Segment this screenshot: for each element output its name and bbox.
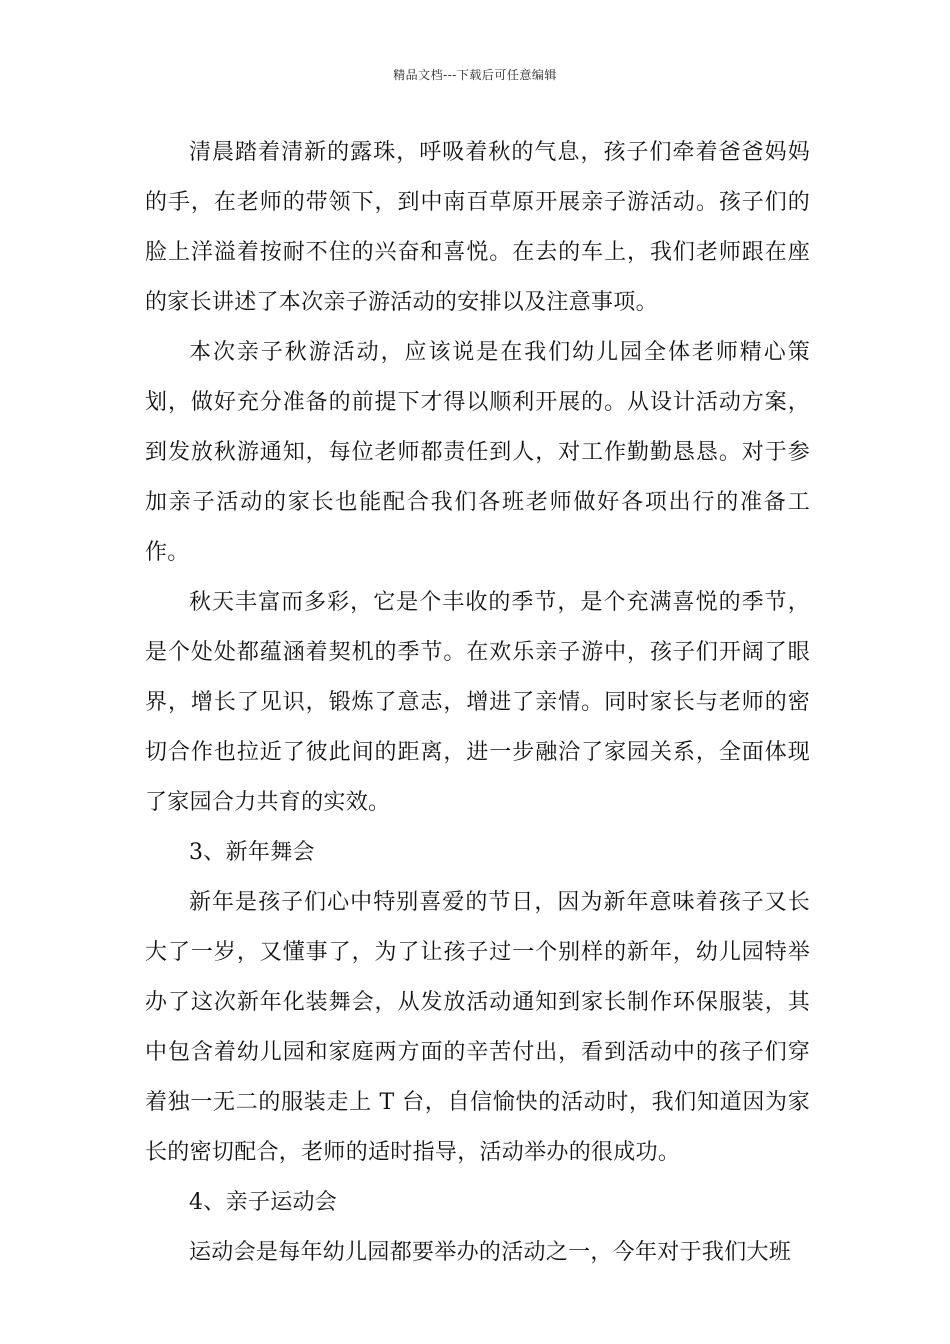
section-heading-sports-meet: 4、亲子运动会 (189, 1190, 338, 1215)
paragraph-new-year-dance: 新年是孩子们心中特别喜爱的节日，因为新年意味着孩子又长大了一岁，又懂事了，为了让孩子过一个别样的新年，幼儿园特举办了这次新年化装舞会，从发放活动通知到家长制作环保服装，其中包含着幼儿园和家庭两方面的辛苦付出，看到活动中的孩子们穿着独一无二的服装走上 T 台，自信愉快的活动时，我们知道因为家长的密切配合，老师的适时指导，活动举办的很成功。 (145, 890, 810, 1165)
paragraph-outing-preparation: 本次亲子秋游活动，应该说是在我们幼儿园全体老师精心策划，做好充分准备的前提下才得以顺利开展的。从设计活动方案，到发放秋游通知，每位老师都责任到人，对工作勤勤恳恳。对于参加亲子活动的家长也能配合我们各班老师做好各项出行的准备工作。 (145, 340, 810, 565)
page-header: 精品文档---下载后可任意编辑 (393, 68, 557, 82)
paragraph-autumn-season: 秋天丰富而多彩，它是个丰收的季节，是个充满喜悦的季节，是个处处都蕴涵着契机的季节。在欢乐亲子游中，孩子们开阔了眼界，增长了见识，锻炼了意志，增进了亲情。同时家长与老师的密切合作也拉近了彼此间的距离，进一步融洽了家园关系，全面体现了家园合力共育的实效。 (145, 590, 810, 815)
paragraph-autumn-outing: 清晨踏着清新的露珠，呼吸着秋的气息，孩子们牵着爸爸妈妈的手，在老师的带领下，到中南百草原开展亲子游活动。孩子们的脸上洋溢着按耐不住的兴奋和喜悦。在去的车上，我们老师跟在座的家长讲述了本次亲子游活动的安排以及注意事项。 (145, 140, 810, 315)
section-heading-new-year-dance: 3、新年舞会 (189, 840, 315, 865)
paragraph-sports-meet: 运动会是每年幼儿园都要举办的活动之一，今年对于我们大班 (189, 1240, 792, 1265)
document-body (145, 128, 810, 1278)
